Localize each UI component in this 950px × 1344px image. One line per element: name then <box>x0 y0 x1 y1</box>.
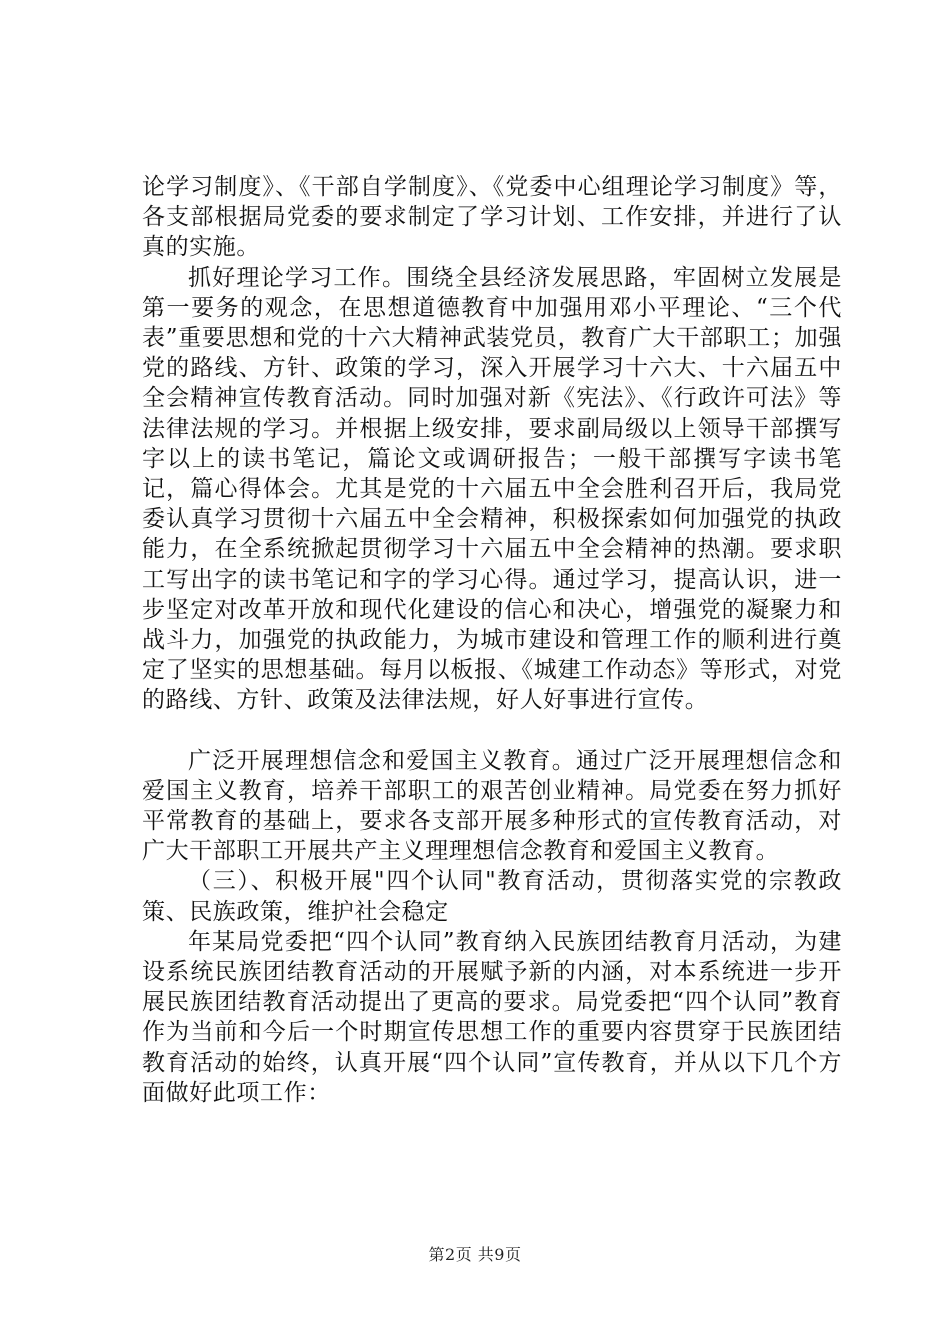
paragraph-four-identities: 年某局党委把“四个认同”教育纳入民族团结教育月活动，为建设系统民族团结教育活动的开展赋予新的内涵，对本系统进一步开展民族团结教育活动提出了更高的要求。局党委把“四个认同”教育作为当前和今后一个时期宣传思想工作的重要内容贯穿于民族团结教育活动的始终，认真开展“四个认同”宣传教育，并从以下几个方面做好此项工作： <box>142 928 842 1106</box>
page-number-footer: 第2页 共9页 <box>428 1245 522 1264</box>
paragraph-continuation: 论学习制度》、《干部自学制度》、《党委中心组理论学习制度》等，各支部根据局党委的要求制定了学习计划、工作安排，并进行了认真的实施。 <box>142 174 842 261</box>
paragraph-theory-study: 抓好理论学习工作。围绕全县经济发展思路，牢固树立发展是第一要务的观念，在思想道德教育中加强用邓小平理论、“三个代表”重要思想和党的十六大精神武装党员，教育广大干部职工；加强党的路线、方针、政策的学习，深入开展学习十六大、十六届五中全会精神宣传教育活动。同时加强对新《宪法》、《行政许可法》等法律法规的学习。并根据上级安排，要求副局级以上领导干部撰写字以上的读书笔记，篇论文或调研报告；一般干部撰写字读书笔记，篇心得体会。尤其是党的十六届五中全会胜利召开后，我局党委认真学习贯彻十六届五中全会精神，积极探索如何加强党的执政能力，在全系统掀起贯彻学习十六届五中全会精神的热潮。要求职工写出字的读书笔记和字的学习心得。通过学习，提高认识，进一步坚定对改革开放和现代化建设的信心和决心，增强党的凝聚力和战斗力，加强党的执政能力，为城市建设和管理工作的顺利进行奠定了坚实的思想基础。每月以板报、《城建工作动态》等形式，对党的路线、方针、政策及法律法规，好人好事进行宣传。 <box>142 264 842 714</box>
document-body <box>142 172 842 1108</box>
section-heading-three: （三）、积极开展"四个认同"教育活动，贯彻落实党的宗教政策、民族政策，维护社会稳定 <box>142 868 842 925</box>
paragraph-patriotic-education: 广泛开展理想信念和爱国主义教育。通过广泛开展理想信念和爱国主义教育，培养干部职工的艰苦创业精神。局党委在努力抓好平常教育的基础上，要求各支部开展多种形式的宣传教育活动，对广大干部职工开展共产主义理理想信念教育和爱国主义教育。 <box>142 747 842 865</box>
paragraph-spacer <box>142 716 842 746</box>
